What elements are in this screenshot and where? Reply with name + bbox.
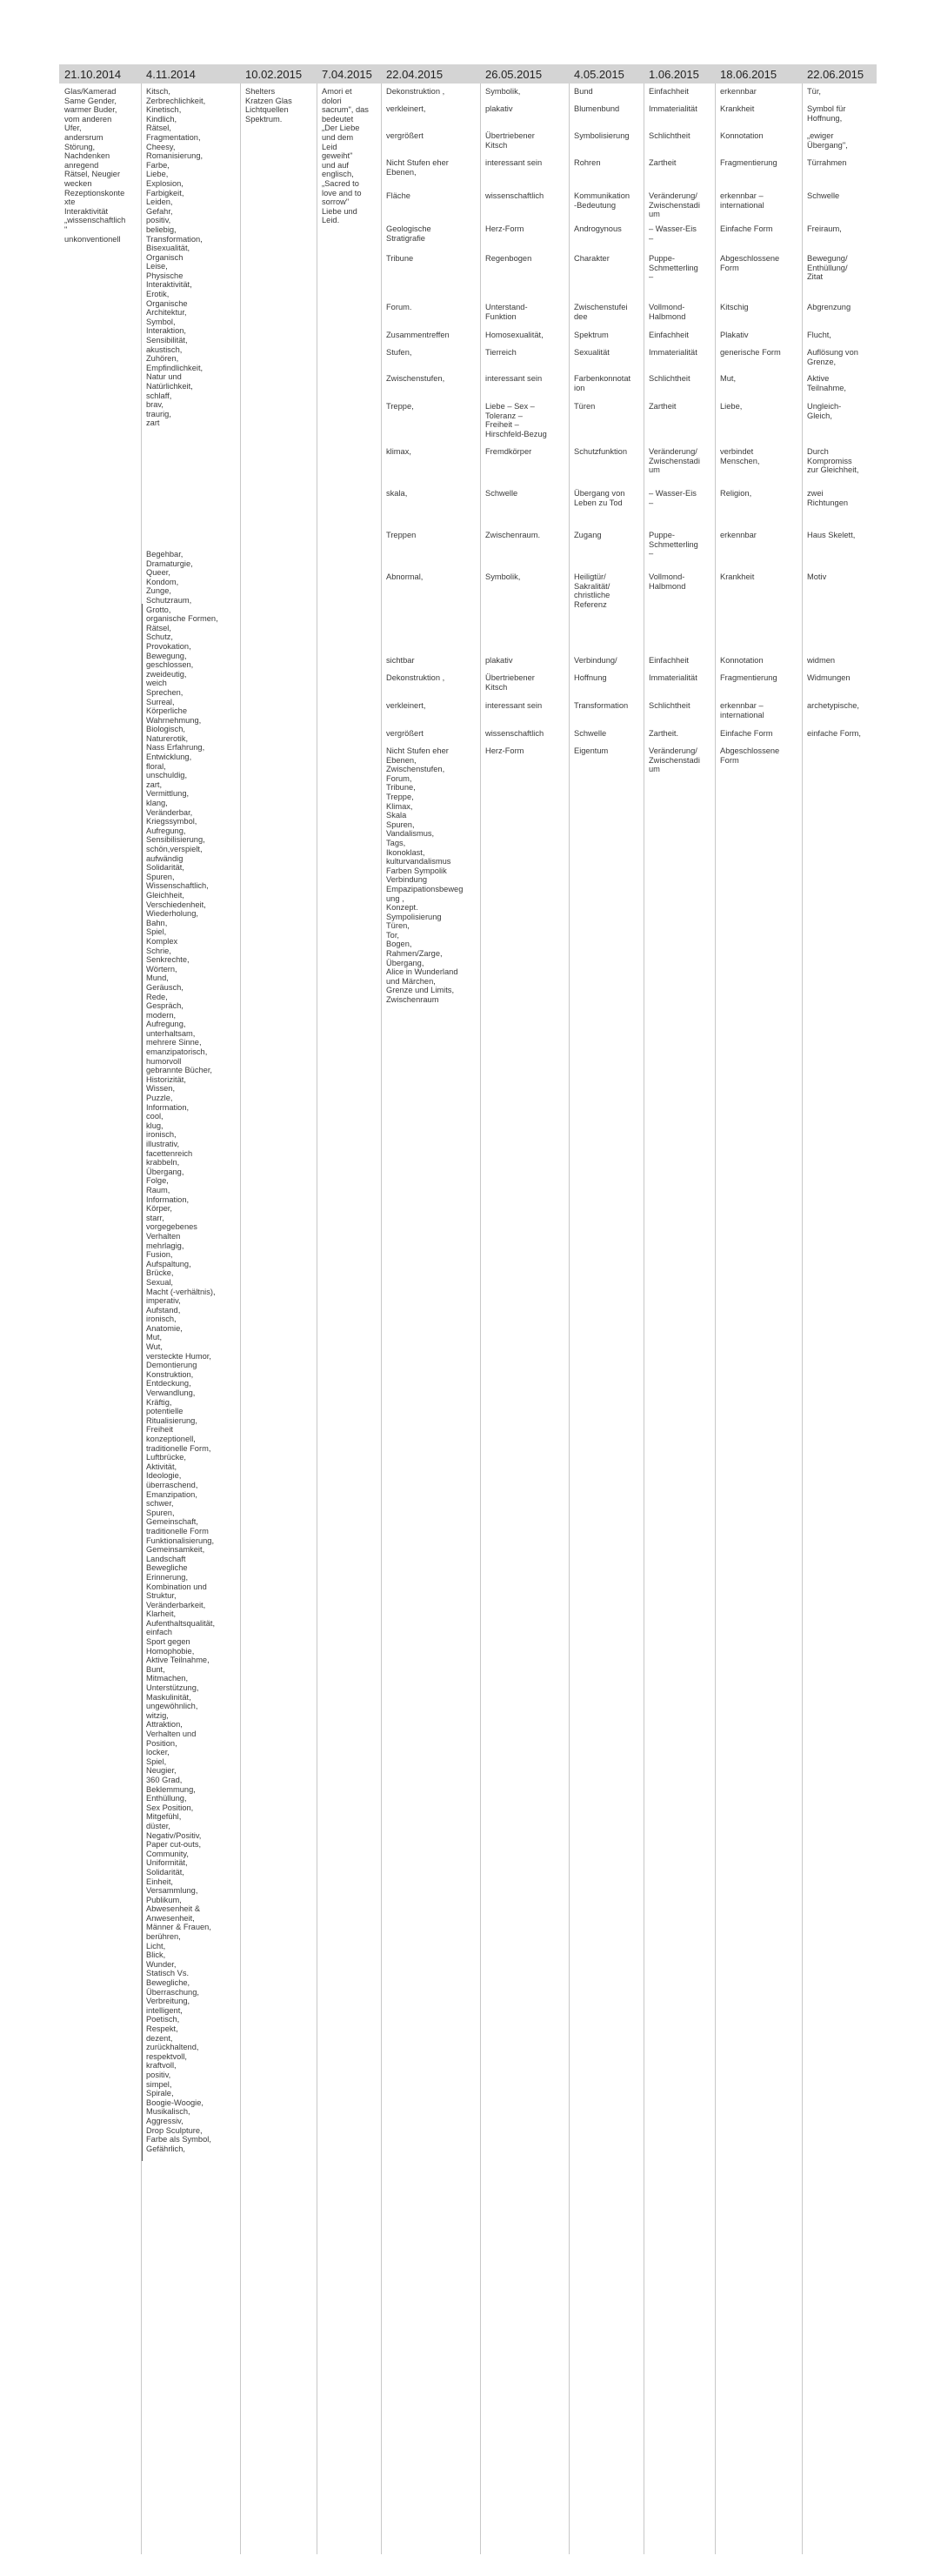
table-cell: Symbolisierung — [574, 131, 630, 140]
table-cell: skala, — [386, 489, 408, 498]
table-cell: zwei Richtungen — [807, 489, 849, 507]
table-cell: Veränderung/ Zwischenstadi um — [649, 447, 700, 475]
table-cell: Einfachheit — [649, 87, 689, 96]
table-cell: widmen — [807, 656, 836, 665]
table-cell: erkennbar – international — [720, 191, 764, 210]
table-cell: Zugang — [574, 531, 602, 539]
table-cell: Motiv — [807, 572, 827, 581]
table-cell: Tribune — [386, 254, 414, 263]
table-cell: Immaterialität — [649, 348, 697, 357]
table-cell: erkennbar — [720, 87, 757, 96]
table-cell: Abgeschlossene Form — [720, 254, 780, 272]
table-cell: Puppe- Schmetterling – — [649, 531, 698, 559]
cell-text: Kitsch, Zerbrechlichkeit, Kinetisch, Kindlich, Rätsel, Fragmentation, Cheesy, Romanisierung, Farbe, Liebe, Explosion, Farbigkeit, Leiden, Gefahr, positiv, beliebig, Transformation, Bisexualität, Organisch Leise, Physische Interaktivität, Erotik, Organische Architektur, Symbol, Interaktion, Sensibilität, akustisch, Zuhören, Empfindlichkeit, Natur und Natürlichkeit, schlaff, brav, traurig, zart — [146, 87, 206, 428]
table-cell: Treppen — [386, 531, 417, 539]
date-header: 4.05.2015 — [574, 68, 624, 81]
table-cell: vergrößert — [386, 729, 424, 738]
table-cell: Schlichtheit — [649, 701, 690, 710]
table-cell: Übergang von Leben zu Tod — [574, 489, 625, 507]
table-cell: Abnormal, — [386, 572, 424, 581]
table-cell: einfache Form, — [807, 729, 862, 738]
table-cell: Fragmentierung — [720, 673, 777, 682]
table-cell: Regenbogen — [485, 254, 532, 263]
table-cell: Einfachheit — [649, 656, 689, 665]
table-cell: Ungleich- Gleich, — [807, 402, 842, 420]
table-cell: Krankheit — [720, 104, 755, 113]
table-cell: Symbol für Hoffnung, — [807, 104, 846, 123]
table-cell: Widmungen — [807, 673, 851, 682]
column-divider — [569, 84, 570, 2554]
data-sheet — [59, 64, 877, 2553]
cell-text: Glas/Kamerad Same Gender, warmer Buder, vom anderen Ufer, andersrum Störung, Nachdenken anregend Rätsel, Neugier wecken Rezeptionskonte xte Interaktivität „wissenschaftlich " unkonventionell — [64, 87, 126, 244]
table-cell: Flucht, — [807, 331, 831, 339]
table-cell: Immaterialität — [649, 104, 697, 113]
table-cell: Symbolik, — [485, 87, 521, 96]
table-cell: Zwischenstufen, — [386, 374, 445, 383]
table-cell: Aktive Teilnahme, — [807, 374, 846, 392]
column-divider — [802, 84, 803, 2554]
table-cell: wissenschaftlich — [485, 191, 544, 200]
table-cell: Bewegung/ Enthüllung/ Zitat — [807, 254, 848, 282]
date-header: 21.10.2014 — [64, 68, 122, 81]
table-cell: Abgrenzung — [807, 303, 851, 311]
table-cell: Sexualität — [574, 348, 610, 357]
table-cell: – Wasser-Eis – — [649, 224, 697, 243]
table-cell: Kitschig — [720, 303, 749, 311]
table-cell: interessant sein — [485, 701, 543, 710]
table-cell: Zartheit — [649, 402, 677, 411]
table-cell: Nicht Stufen eher Ebenen, — [386, 158, 449, 177]
table-cell: Türen — [574, 402, 596, 411]
table-cell: Haus Skelett, — [807, 531, 856, 539]
table-cell: Konnotation — [720, 656, 764, 665]
table-cell: Religion, — [720, 489, 752, 498]
table-cell: verkleinert, — [386, 104, 426, 113]
cell-text: Begehbar, Dramaturgie, Queer, Kondom, Zunge, Schutzraum, Grotto, organische Formen, Rätsel, Schutz, Provokation, Bewegung, geschlossen, zweideutig, weich Sprechen, Surreal, Körperliche Wahrnehmung, Biologisch, Naturerotik, Nass Erfahrung, Entwicklung, floral, unschuldig, zart, Vermittlung, klang, Veränderbar, Kriegssymbol, Aufregung, Sensibilisierung, schön,verspielt, aufwändig Solidarität, Spuren, Wissenschaftlich, Gleichheit, Verschiedenheit, Wiederholung, Bahn, Spiel, Komplex Schrie, Senkrechte, Wörtern, Mund, Geräusch, Rede, Gespräch, modern, Aufregung, unterhaltsam, mehrere Sinne, emanzipatorisch, humorvoll gebrannte Bücher, Historizität, Wissen, Puzzle, Information, cool, klug, ironisch, illustrativ, facettenreich krabbeln, Übergang, Folge, Raum, Information, Körper, starr, vorgegebenes Verhalten mehrlagig, Fusion, Aufspaltung, Brücke, Sexual, Macht (-verhältnis), imperativ, Aufstand, ironisch, Anatomie, Mut, Wut, versteckte Humor, Demontierung Konstruktion, Entdeckung, Verwandlung, Kräftig, potentielle Ritualisierung, Freiheit konzeptionell, traditionelle Form, Luftbrücke, Aktivität, Ideologie, überraschend, Emanzipation, schwer, Spuren, Gemeinschaft, traditionelle Form Funktionalisierung, Gemeinsamkeit, Landschaft Bewegliche Erinnerung, Kombination und Struktur, Veränderbarkeit, Klarheit, Aufenthaltsqualität, einfach Sport gegen Homophobie, Aktive Teilnahme, Bunt, Mitmachen, Unterstützung, Maskulinität, ungewöhnlich, witzig, Attraktion, Verhalten und Position, locker, Spiel, Neugier, 360 Grad, Beklemmung, Enthüllung, Sex Position, Mitgefühl, düster, Negativ/Positiv, Paper cut-outs, Community, Uniformität, Solidarität, Einheit, Versammlung, Publikum, Abwesenheit & Anwesenheit, Männer & Frauen, berühren, Licht, Blick, Wunder, Statisch Vs. Bewegliche, Überraschung, Verbreitung, intelligent, Poetisch, Respekt, dezent, zurückhaltend, respektvoll, kraftvoll, positiv, simpel, Spirale, Boogie-Woogie, Musikalisch, Aggressiv, Drop Sculpture, Farbe als Symbol, Gefährlich, — [146, 550, 218, 2153]
date-header: 10.02.2015 — [245, 68, 303, 81]
table-cell: Konnotation — [720, 131, 764, 140]
table-cell: archetypische, — [807, 701, 859, 710]
table-cell: interessant sein — [485, 158, 543, 167]
cell-text: Amori et dolori sacrum", das bedeutet „Der Liebe und dem Leid geweiht" und auf englisch, „Sacred to love and to sorrow" Liebe und Leid. — [322, 87, 369, 225]
date-header: 26.05.2015 — [485, 68, 543, 81]
table-cell: Heiligtür/ Sakralität/ christliche Referenz — [574, 572, 610, 609]
table-cell: Verbindung/ — [574, 656, 617, 665]
table-cell: Zusammentreffen — [386, 331, 450, 339]
table-cell: Übertriebener Kitsch — [485, 673, 535, 692]
table-cell: Tür, — [807, 87, 822, 96]
table-cell: vergrößert — [386, 131, 424, 140]
table-cell: Transformation — [574, 701, 629, 710]
date-header: 18.06.2015 — [720, 68, 777, 81]
table-cell: Blumenbund — [574, 104, 620, 113]
table-cell: Zwischenraum. — [485, 531, 541, 539]
table-cell: erkennbar – international — [720, 701, 764, 719]
table-cell: Geologische Stratigrafie — [386, 224, 431, 243]
table-cell: Puppe- Schmetterling – — [649, 254, 698, 282]
table-cell: Bund — [574, 87, 593, 96]
table-cell: „ewiger Übergang", — [807, 131, 848, 150]
table-cell: Farbenkonnotat ion — [574, 374, 631, 392]
column-divider — [240, 84, 241, 2554]
table-cell: Zwischenstufei dee — [574, 303, 628, 321]
table-cell: Auflösung von Grenze, — [807, 348, 858, 366]
table-cell: Einfache Form — [720, 729, 773, 738]
date-header: 22.06.2015 — [807, 68, 864, 81]
table-cell: Immaterialität — [649, 673, 697, 682]
table-cell: erkennbar — [720, 531, 757, 539]
table-cell: Türrahmen — [807, 158, 847, 167]
table-cell: Hoffnung — [574, 673, 607, 682]
table-cell: Herz-Form — [485, 746, 524, 755]
table-cell: Schlichtheit — [649, 131, 690, 140]
table-cell: Spektrum — [574, 331, 609, 339]
table-cell: Fläche — [386, 191, 410, 200]
table-cell: Veränderung/ Zwischenstadi um — [649, 191, 700, 219]
table-cell: Androgynous — [574, 224, 622, 233]
table-cell: Treppe, — [386, 402, 414, 411]
table-cell: – Wasser-Eis – — [649, 489, 697, 507]
column-divider — [480, 84, 481, 2554]
table-cell: Eigentum — [574, 746, 609, 755]
column-divider — [715, 84, 716, 2554]
table-cell: Homosexualität, — [485, 331, 544, 339]
table-cell: Übertriebener Kitsch — [485, 131, 535, 150]
table-cell: Schutzfunktion — [574, 447, 627, 456]
header-bar — [59, 64, 877, 84]
table-cell: sichtbar — [386, 656, 415, 665]
date-header: 22.04.2015 — [386, 68, 444, 81]
table-cell: Forum. — [386, 303, 412, 311]
table-cell: Plakativ — [720, 331, 749, 339]
table-cell: Schwelle — [574, 729, 607, 738]
date-header: 1.06.2015 — [649, 68, 699, 81]
table-cell: Fremdkörper — [485, 447, 532, 456]
table-cell: plakativ — [485, 104, 513, 113]
table-cell: verbindet Menschen, — [720, 447, 760, 465]
table-cell: Krankheit — [720, 572, 755, 581]
table-cell: Vollmond- Halbmond — [649, 572, 686, 591]
table-cell: Mut, — [720, 374, 737, 383]
table-cell: Schlichtheit — [649, 374, 690, 383]
table-cell: Liebe – Sex – Toleranz – Freiheit – Hirschfeld-Bezug — [485, 402, 547, 438]
table-cell: Abgeschlossene Form — [720, 746, 780, 765]
table-cell: plakativ — [485, 656, 513, 665]
table-cell: Herz-Form — [485, 224, 524, 233]
table-cell: Symbolik, — [485, 572, 521, 581]
table-cell: Nicht Stufen eher Ebenen, Zwischenstufen, Forum, Tribune, Treppe, Klimax, Skala Spuren, Vandalismus, Tags, Ikonoklast, kulturvandalismus Farben Sympolik Verbindung Empazipationsbeweg ung , Konzept. Sympolisierung Türen, Tor, Bogen, Rahmen/Zarge, Übergang, Alice in Wunderland und Märchen, Grenze und Limits, Zwischenraum — [386, 746, 464, 1005]
table-cell: Tierreich — [485, 348, 517, 357]
table-cell: Einfachheit — [649, 331, 689, 339]
table-cell: Einfache Form — [720, 224, 773, 233]
table-cell: interessant sein — [485, 374, 543, 383]
table-cell: wissenschaftlich — [485, 729, 544, 738]
column-divider — [381, 84, 382, 2554]
table-cell: Unterstand- Funktion — [485, 303, 528, 321]
table-cell: Schwelle — [485, 489, 518, 498]
date-header: 7.04.2015 — [322, 68, 372, 81]
table-cell: Durch Kompromiss zur Gleichheit, — [807, 447, 859, 475]
table-cell: Freiraum, — [807, 224, 842, 233]
table-cell: Dekonstruktion , — [386, 673, 445, 682]
table-cell: klimax, — [386, 447, 411, 456]
cell-text: Shelters Kratzen Glas Lichtquellen Spektrum. — [245, 87, 292, 124]
table-cell: verkleinert, — [386, 701, 426, 710]
column-rule — [142, 604, 143, 2161]
table-cell: Schwelle — [807, 191, 840, 200]
table-cell: Vollmond- Halbmond — [649, 303, 686, 321]
table-cell: Fragmentierung — [720, 158, 777, 167]
table-cell: Liebe, — [720, 402, 743, 411]
table-cell: Dekonstruktion , — [386, 87, 445, 96]
table-cell: generische Form — [720, 348, 781, 357]
table-cell: Zartheit. — [649, 729, 679, 738]
table-cell: Rohren — [574, 158, 601, 167]
table-cell: Veränderung/ Zwischenstadi um — [649, 746, 700, 774]
table-cell: Charakter — [574, 254, 610, 263]
table-cell: Stufen, — [386, 348, 412, 357]
table-cell: Kommunikation -Bedeutung — [574, 191, 630, 210]
date-header: 4.11.2014 — [146, 68, 196, 81]
table-cell: Zartheit — [649, 158, 677, 167]
